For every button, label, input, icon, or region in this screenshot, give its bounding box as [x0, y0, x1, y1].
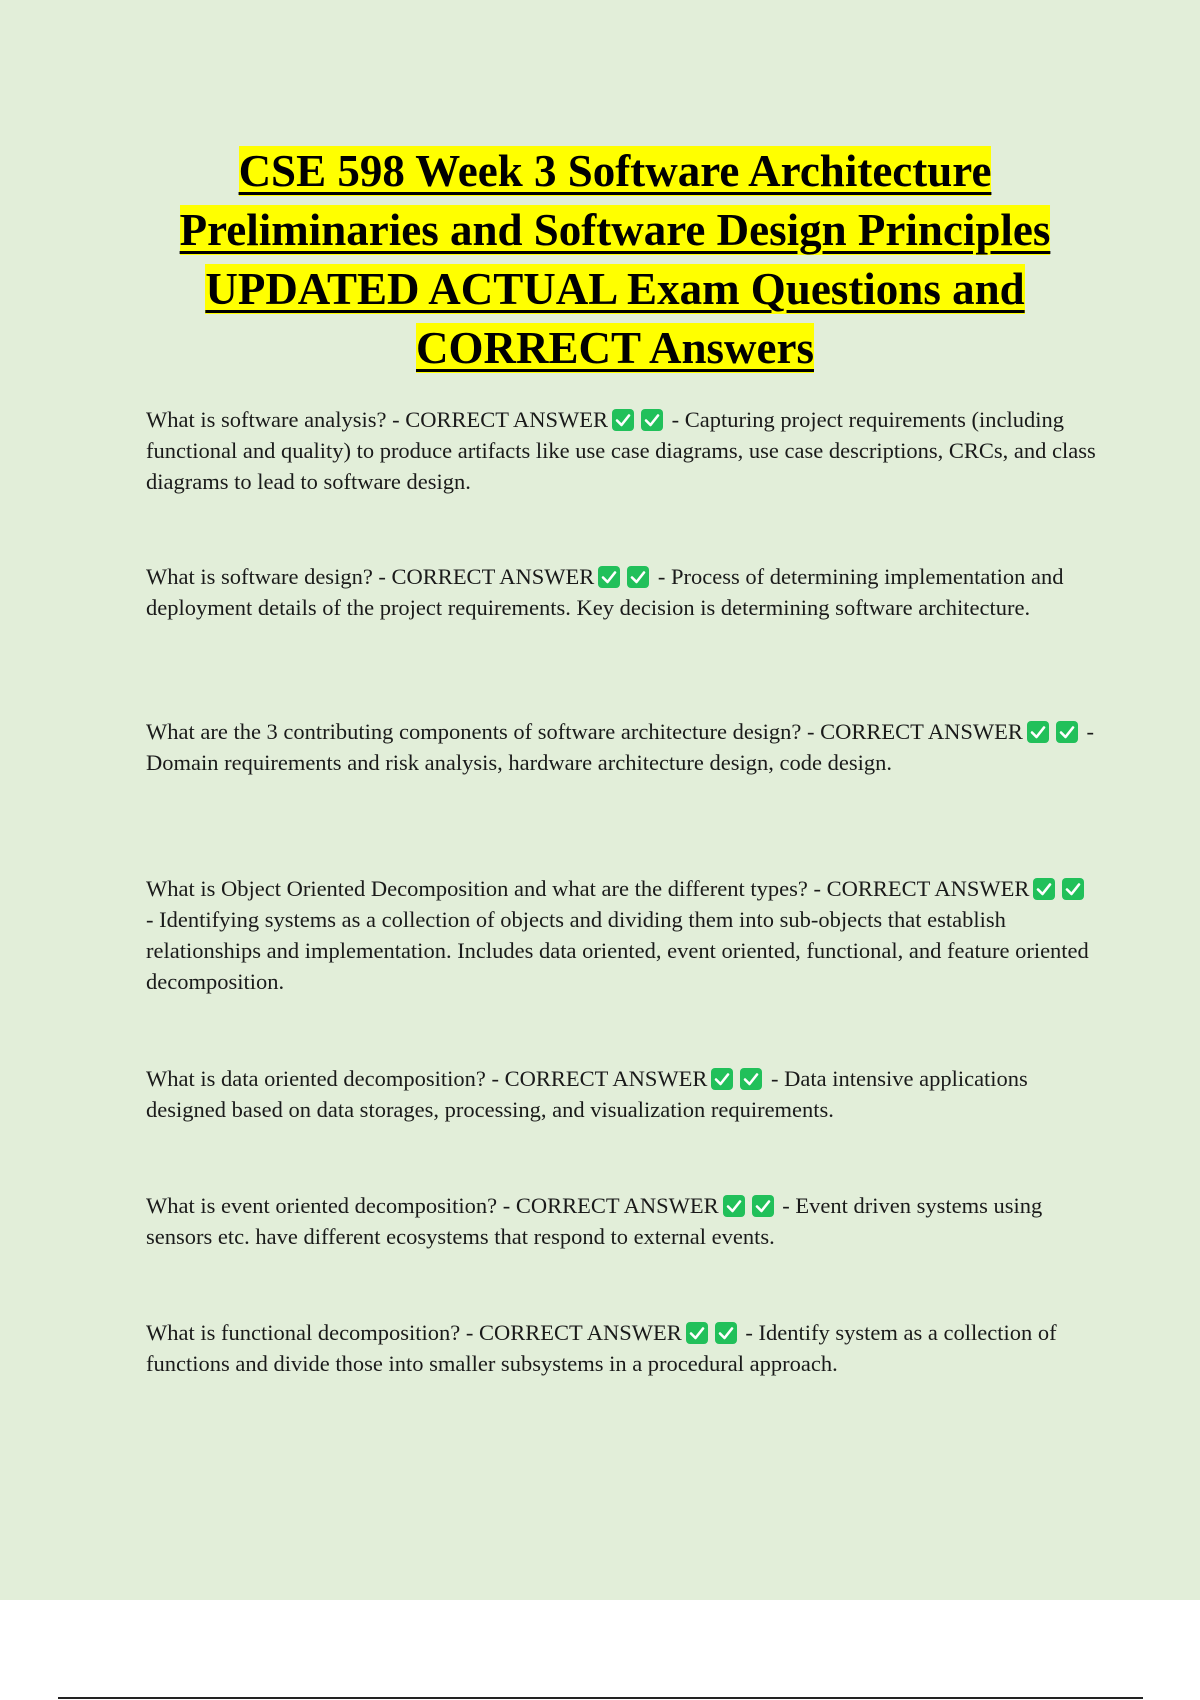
qa-item — [146, 404, 1096, 497]
check-mark-icon — [752, 1195, 774, 1217]
answer-text: - Event driven systems using sensors etc. have different ecosystems that respond to external events. — [146, 1193, 1043, 1249]
question-text: What is software analysis? - CORRECT ANSWER — [146, 407, 609, 432]
check-mark-icon — [715, 1322, 737, 1344]
check-mark-icon — [1062, 878, 1084, 900]
qa-item — [146, 561, 1096, 623]
question-text: What is software design? - CORRECT ANSWER — [146, 564, 595, 589]
qa-item — [146, 1063, 1096, 1125]
check-mark-icon — [723, 1195, 745, 1217]
check-mark-icon — [641, 409, 663, 431]
footer-divider — [58, 1697, 1143, 1699]
check-mark-icon — [627, 566, 649, 588]
check-mark-icon — [612, 409, 634, 431]
qa-item — [146, 716, 1096, 778]
question-text: What is Object Oriented Decomposition and what are the different types? - CORRECT ANSWER — [146, 876, 1030, 901]
check-mark-icon — [1056, 721, 1078, 743]
check-mark-icon — [740, 1068, 762, 1090]
check-mark-icon — [686, 1322, 708, 1344]
qa-item — [146, 1317, 1096, 1379]
check-mark-icon — [711, 1068, 733, 1090]
answer-text: - Identifying systems as a collection of objects and dividing them into sub-objects that establish relationships and implementation. Includes data oriented, event oriented, functional, and feature oriented decomposition. — [146, 907, 1089, 994]
qa-item — [146, 1190, 1096, 1252]
question-text: What are the 3 contributing components of software architecture design? - CORRECT ANSWER — [146, 719, 1023, 744]
answer-text: - Domain requirements and risk analysis, hardware architecture design, code design. — [146, 719, 1094, 775]
title-highlight: CSE 598 Week 3 Software Architecture Preliminaries and Software Design Principles UPDATED ACTUAL Exam Questions and CORRECT Answers — [179, 146, 1051, 373]
document-title — [120, 142, 1110, 378]
qa-item — [146, 873, 1096, 997]
check-mark-icon — [1033, 878, 1055, 900]
answer-text: - Data intensive applications designed based on data storages, processing, and visualization requirements. — [146, 1066, 1028, 1122]
answer-text: - Capturing project requirements (including functional and quality) to produce artifacts like use case diagrams, use case descriptions, CRCs, and class diagrams to lead to software design. — [146, 407, 1096, 494]
question-text: What is data oriented decomposition? - CORRECT ANSWER — [146, 1066, 708, 1091]
answer-text: - Process of determining implementation and deployment details of the project requirements. Key decision is determining software architecture. — [146, 564, 1064, 620]
answer-text: - Identify system as a collection of functions and divide those into smaller subsystems in a procedural approach. — [146, 1320, 1057, 1376]
question-text: What is functional decomposition? - CORRECT ANSWER — [146, 1320, 682, 1345]
question-text: What is event oriented decomposition? - CORRECT ANSWER — [146, 1193, 719, 1218]
check-mark-icon — [1027, 721, 1049, 743]
check-mark-icon — [598, 566, 620, 588]
